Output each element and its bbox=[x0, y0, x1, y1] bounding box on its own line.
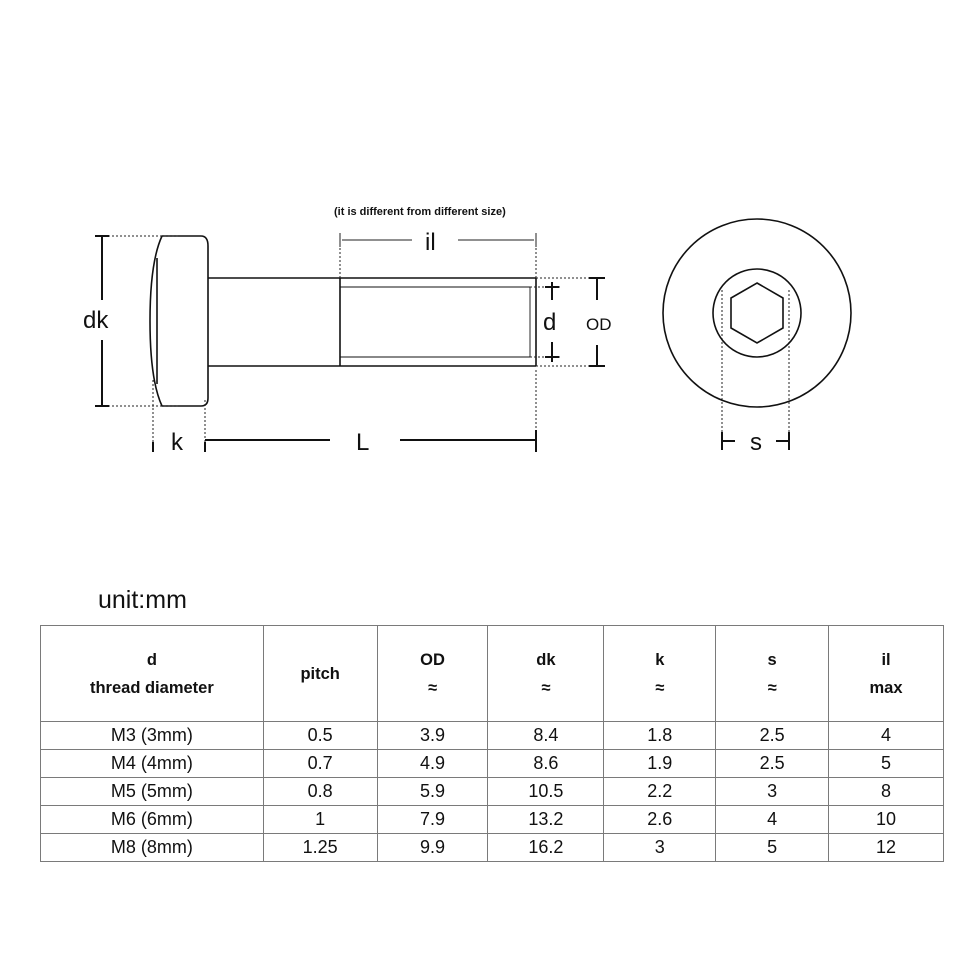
cell-il: 10 bbox=[829, 806, 944, 834]
cell-pitch: 0.7 bbox=[263, 750, 377, 778]
label-s: s bbox=[750, 429, 762, 456]
label-d: d bbox=[543, 309, 557, 336]
spec-table bbox=[40, 625, 944, 862]
table-row bbox=[41, 778, 944, 806]
cell-size: M3 (3mm) bbox=[41, 722, 264, 750]
cell-s: 2.5 bbox=[716, 722, 829, 750]
cell-od: 5.9 bbox=[377, 778, 488, 806]
cell-size: M4 (4mm) bbox=[41, 750, 264, 778]
cell-s: 4 bbox=[716, 806, 829, 834]
cell-size: M5 (5mm) bbox=[41, 778, 264, 806]
table-row bbox=[41, 750, 944, 778]
header-dk: dk ≈ bbox=[488, 626, 604, 722]
cell-k: 1.8 bbox=[604, 722, 716, 750]
header-s: s ≈ bbox=[716, 626, 829, 722]
cell-il: 4 bbox=[829, 722, 944, 750]
head-end-view-circle bbox=[663, 219, 851, 407]
cell-dk: 10.5 bbox=[488, 778, 604, 806]
cell-k: 1.9 bbox=[604, 750, 716, 778]
table-row bbox=[41, 834, 944, 862]
label-il: il bbox=[425, 229, 436, 256]
cell-dk: 8.4 bbox=[488, 722, 604, 750]
cell-s: 5 bbox=[716, 834, 829, 862]
header-il: il max bbox=[829, 626, 944, 722]
cell-pitch: 0.8 bbox=[263, 778, 377, 806]
cell-od: 4.9 bbox=[377, 750, 488, 778]
table-row bbox=[41, 722, 944, 750]
cell-s: 2.5 bbox=[716, 750, 829, 778]
cell-k: 2.6 bbox=[604, 806, 716, 834]
label-dk: dk bbox=[83, 307, 109, 334]
cell-dk: 13.2 bbox=[488, 806, 604, 834]
cell-k: 3 bbox=[604, 834, 716, 862]
cell-pitch: 1.25 bbox=[263, 834, 377, 862]
cell-od: 7.9 bbox=[377, 806, 488, 834]
header-od: OD ≈ bbox=[377, 626, 488, 722]
header-d: d thread diameter bbox=[41, 626, 264, 722]
header-k: k ≈ bbox=[604, 626, 716, 722]
table-row bbox=[41, 806, 944, 834]
label-OD: OD bbox=[586, 315, 612, 334]
label-k: k bbox=[171, 429, 183, 456]
cell-od: 3.9 bbox=[377, 722, 488, 750]
cell-od: 9.9 bbox=[377, 834, 488, 862]
size-note: (it is different from different size) bbox=[334, 206, 506, 218]
cell-size: M6 (6mm) bbox=[41, 806, 264, 834]
cell-il: 8 bbox=[829, 778, 944, 806]
header-pitch: pitch bbox=[263, 626, 377, 722]
cell-s: 3 bbox=[716, 778, 829, 806]
hex-socket bbox=[731, 283, 783, 343]
cell-pitch: 0.5 bbox=[263, 722, 377, 750]
label-L: L bbox=[356, 429, 370, 456]
cell-pitch: 1 bbox=[263, 806, 377, 834]
screw-head bbox=[150, 236, 208, 406]
cell-il: 5 bbox=[829, 750, 944, 778]
cell-dk: 16.2 bbox=[488, 834, 604, 862]
cell-size: M8 (8mm) bbox=[41, 834, 264, 862]
cell-k: 2.2 bbox=[604, 778, 716, 806]
cell-dk: 8.6 bbox=[488, 750, 604, 778]
cell-il: 12 bbox=[829, 834, 944, 862]
table-header-row bbox=[41, 626, 944, 722]
unit-label: unit:mm bbox=[98, 586, 187, 614]
